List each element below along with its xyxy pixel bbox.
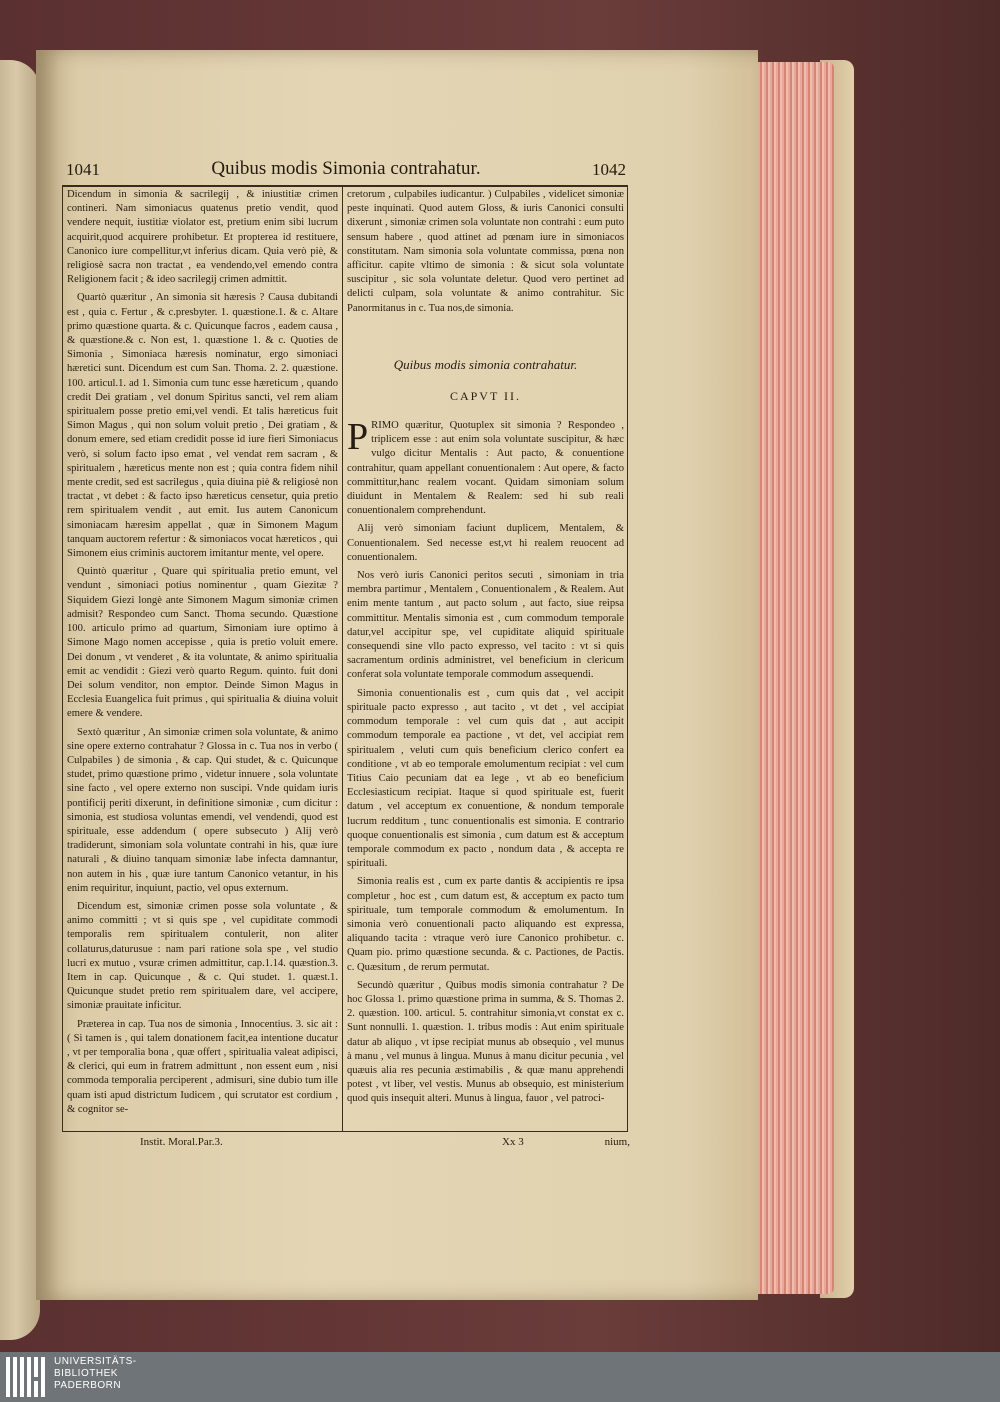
paragraph: Nos verò iuris Canonici peritos secuti , simoniam in tria membra partimur , Mentalem , Conuentionalem , & Realem. Aut enim mente tantum , aut pacto solum , aut facto, siue reipsa committitur. Mentalis simonia est , cum commodum temporale datur,vel accipitur spe, vel cupiditate aliquid spirituale consequendi sine vllo pacto expresso, vel tacito : vt si quis sacramentum ordinis administret, vel beneficium in clericum conferat sola voluntate temporale commodum assequendi. [347, 570, 624, 681]
footer-work-title: Instit. Moral.Par.3. [140, 1136, 223, 1148]
facing-page-edge [0, 60, 40, 1340]
library-logo-icon [6, 1357, 48, 1397]
left-column [67, 188, 338, 1121]
paragraph: Secundò quæritur , Quibus modis simonia contrahatur ? De hoc Glossa 1. primo quæstione prima in summa, & S. Thomas 2. 2. quæstion. 100. articul. 5. contrahitur simonia,vt constat ex c. Sunt nonnulli. 1. quæstion. 1. tribus modis : Aut enim spirituale datur ab aliquo , vt ipse recipiat munus ab obsequio , vel munus à manu , vel munus à lingua. Munus à manu dicitur pecunia , vel quæuis alia res pecunia æstimabilis , & quæ manu apprehendi potest , vt liber, vel vestis. Munus ab obsequio, est ministerium quod quis insequit alteri. Munus à lingua, fauor , vel patroci- [347, 979, 624, 1105]
paragraph: Alij verò simoniam faciunt duplicem, Mentalem, & Conuentionalem. Sed necesse est,vt hi realem reuocent ad conuentionalem. [347, 523, 624, 563]
column-divider [342, 187, 343, 1132]
paragraph: Dicendum est, simoniæ crimen posse sola voluntate , & animo committi ; vt si quis spe , vel cupiditate commodi temporalis rem spiritualem contulerit, non aliter collaturus,daturusue : nam pari ratione sola spe , vel studio lucri ex mutuo , vsuræ crimen admittitur, cap.1.14. quæstion.3. Item in cap. Quicunque , & c. Qui studet. 1. quæst.1. Quicunque studet pretio rem spiritualem dare, vel accipere, simoniæ prauitate inficitur. [67, 900, 338, 1012]
chapter-heading: Quibus modis simonia contrahatur. [393, 356, 578, 372]
paragraph: Dicendum in simonia & sacrilegij , & iniustitiæ crimen contineri. Nam simoniacus quatenus pretio vendit, quod vendere nequit, iustitiæ violator est, pretium enim sibi lucrum acquirit,quod acquirere prohibetur. Et propterea id restituere, Canonico iure compellitur,vt inferius dicam. Quia verò piè, & religiosè sacra non tractat , ea vendendo,vel emendo contra Religionem facit ; & ideo sacrilegij crimen admittit. [67, 189, 338, 286]
paragraph: Simonia conuentionalis est , cum quis dat , vel accipit spirituale pacto expresso , aut tacito , vt det , vel accipiat commodum temporale : vel cum quis dat , aut accipit commodum temporale ea pactione , vt det, vel accipiat rem spiritualem , veluti cum quis beneficium clerico confert ea conditione , vt ab eo temporale emolumentum recipiat : vel cum Titius Caio pecuniam dat ea lege , vt ab eo beneficium Ecclesiasticum recipiat. Itaque si quod spirituale est, fuerit datum , vel acceptum ex conuentione, & nondum temporale lucrum redditum , tunc conuentionalis est simonia. E contrario quoque conuentionalis est simonia , cum datum est & acceptum temporale commodum ex pacto , nondum data , & accepta re spirituali. [347, 687, 624, 870]
frame-rule-right [627, 185, 628, 1132]
library-name-line: PADERBORN [54, 1380, 122, 1391]
folio-right: 1042 [592, 160, 626, 179]
library-footer-bar [0, 1352, 1000, 1402]
page-block-red-edge [752, 62, 834, 1294]
signature-mark: Xx 3 [502, 1136, 524, 1148]
frame-rule-bottom [62, 1131, 628, 1132]
paragraph: Præterea in cap. Tua nos de simonia , Innocentius. 3. sic ait : ( Si tamen is , qui talem donationem facit,ea intentione ducatur , vt per temporalia bona , quæ offert , spiritualia valeat adipisci, & clerici, qui eum in fratrem admittunt , non essent eum , nisi commoda temporalia perciperent , admisuri, sine dubio tum ille quam isti apud districtum Iudicem , qui scrutator est cordium , & cognitor se- [67, 1018, 338, 1115]
paragraph: Quintò quæritur , Quare qui spiritualia pretio emunt, vel vendunt , simoniaci potius nominentur , quam Giezitæ ? Siquidem Giezi longè ante Simonem Magum simoniæ crimen admisit? Respondeo cum Sanct. Thoma secundo. Quæstione 100. articulo primo ad quartum, Simoniam iure optimo à Simone Mago nomen accepisse , quia is pretio voluit emere. Dei donum , vt venderet , & ita voluntate, & animo spiritualia emit ac vendidit : Giezi verò quarto Regum. quinto. fuit doni Dei solum venditor, non emptor. Deinde Simon Magus in Ecclesia Euangelica fuit primus , qui spiritualia & diuina voluit emere & vendere. [67, 566, 338, 720]
chapter-number: CAPVT II. [449, 388, 522, 403]
library-name-line: BIBLIOTHEK [54, 1368, 118, 1379]
first-paragraph [347, 416, 624, 518]
drop-cap: P [347, 416, 369, 459]
paragraph: Simonia realis est , cum ex parte dantis & accipientis re ipsa completur , hoc est , cum datum est, & acceptum ex pacto tum spirituale, tum temporale commodum & emolumentum. In simonia verò conuentionali pacto aliquando est expressa, aliquando tacita : vtraque verò iure Canonico prohibetur. c. Quam pio. primo quæstione secunda. & c. Pactiones, de Pactis. c. Quæsitum , de rerum permutat. [347, 876, 624, 973]
paragraph: Sextò quæritur , An simoniæ crimen sola voluntate, & animo sine opere externo contrahatur ? Glossa in c. Tua nos in verbo ( Culpabiles ) de simonia , & cap. Qui studet, & c. Quicunque studet, primo quæstione primo , videtur innuere , sola voluntate sine facto , vel opere externo non suscipi. Vnde quidam iuris pontificij periti dixerunt, in definitione simoniæ , cum dicitur : simonia, est studiosa voluntas emendi, vel vendendi, quod est spirituale, esse addendum ( opere subsecuto ) Alij verò tradiderunt, simoniam sola voluntate contrahi in his, quæ iure naturali , & diuino tanquam simoniæ labe infecta damnantur, non autem in his , quæ iure tantum Canonico vetantur, in his enim requiritur, inquiunt, pactio, vel opus externum. [67, 726, 338, 894]
paragraph: cretorum , culpabiles iudicantur. ) Culpabiles , videlicet simoniæ peste inquinati. Quod autem Gloss, & iuris Canonici consulti dixerunt , simoniæ crimen sola voluntate non contrahi : eum puto sensum habere , quod attinet ad pœnam iure in simoniacos constitutam. Nam simonia sola voluntate commissa, pœna non afficitur. capite vltimo de simonia : & sicut sola voluntate suscipitur , sic sola voluntate deletur. Quod vero pertinet ad delicti culpam, sola voluntate & animo contrahitur. Sic Panormitanus in c. Tua nos,de simonia. [347, 189, 624, 314]
frame-rule-top [62, 185, 628, 187]
frame-rule-left [62, 185, 63, 1132]
folio-left: 1041 [66, 160, 100, 179]
catchword: nium, [604, 1136, 630, 1148]
right-column [347, 188, 624, 1111]
running-head [66, 160, 626, 184]
running-title: Quibus modis Simonia contrahatur. [211, 158, 481, 179]
library-name-line: UNIVERSITÄTS- [54, 1356, 137, 1367]
page-footer [140, 1136, 630, 1152]
first-paragraph-text: RIMO quæritur, Quotuplex sit simonia ? Respondeo , triplicem esse : aut enim sola voluntate suscipitur, & hæc vulgo dicitur Mentalis : Aut pacto, & conuentione contrahitur, quam appellant conuentionalem : Aut opere, & facto committitur,hanc realem vocant. Quidam simoniam solum diuidunt in Mentalem & Realem: sed hi sub reali conuentionalem comprehendunt. [347, 420, 624, 517]
paragraph: Quartò quæritur , An simonia sit hæresis ? Causa dubitandi est , quia c. Fertur , & c.presbyter. 1. quæstione.1. & c. Altare primo quæstione quarta. & c. Quicunque facros , eadem causa , & quæstione.& c. Non est, 1. quæstione 1. & c. Quoties de Simonia , Simoniaca hæresis nominatur, ergo simoniaci hæretici sunt. Dicendum est cum San. Thoma. 2. 2. quæstione. 100. articul.1. ad 1. Simonia cum tunc esse hæreticum , quando credit Dei gratiam , vel donum Spiritus sancti, vel rem aliam spiritualem posse pretio emi,vel vendi. Et talis hæreticus fuit Simon Magus , qui non solum voluit pretio , Dei gratiam , & donum emere, sed etiam credidit posse id iure fieri Simoniacus verò, si solum facto ipso emat , vel vendat rem sacram , & spiritualem , hæreticus mente non est ; quia contra fidem nihil mente credit, sed est sacrilegus , quia diuina piè & religiosè non tractat , vt debet : & facto ipso hæreticus censetur, quia pretio rem spiritualem vendit , aut emit. Ius autem Canonicum simoniacam hæresim appellat , quæ in Simonem Magum tanquam auctorem refertur : & simoniacos vocat hæreticos , qui Simonem eius criminis auctorem imitantur mente, vel opere. [67, 292, 338, 560]
library-name [54, 1356, 137, 1392]
